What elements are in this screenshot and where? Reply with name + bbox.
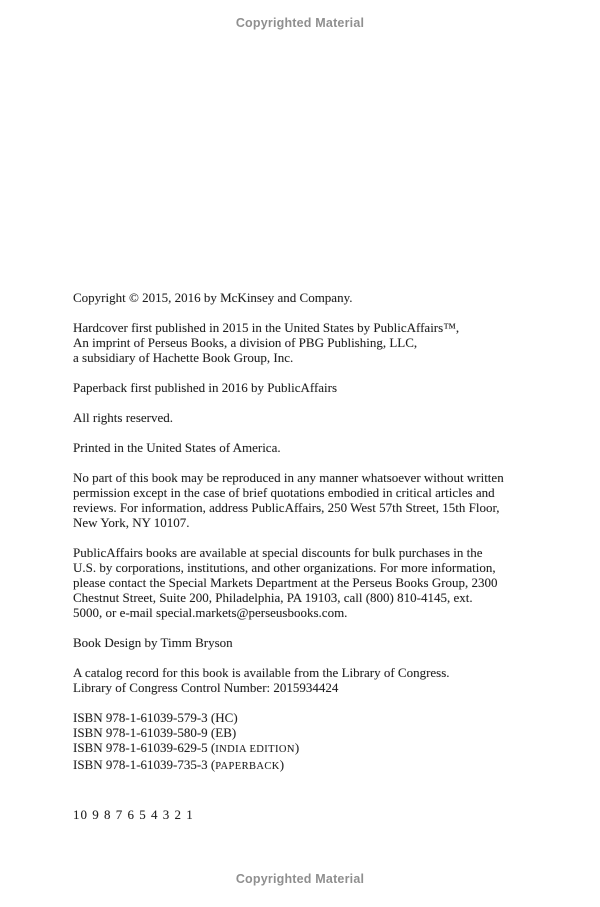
permissions-line-2: permission except in the case of brief quotations embodied in critical articles and: [73, 485, 495, 500]
copyright-line: Copyright © 2015, 2016 by McKinsey and Company.: [73, 290, 353, 305]
special-markets-line-5: 5000, or e-mail special.markets@perseusbooks.com.: [73, 605, 348, 620]
isbn-close-hc: ): [233, 710, 238, 725]
special-markets-line-4: Chestnut Street, Suite 200, Philadelphia, PA 19103, call (800) 810-4145, ext.: [73, 590, 473, 605]
isbn-line-paperback: [73, 757, 543, 774]
isbn-format-india: INDIA EDITION: [215, 744, 295, 755]
special-markets-paragraph: [73, 545, 543, 620]
special-markets-line-1: PublicAffairs books are available at special discounts for bulk purchases in the: [73, 545, 483, 560]
special-markets-line-2: U.S. by corporations, institutions, and other organizations. For more information,: [73, 560, 496, 575]
isbn-line-hc: [73, 710, 543, 725]
isbn-number-india: ISBN 978-1-61039-629-5 (: [73, 740, 216, 755]
permissions-line-3: reviews. For information, address PublicAffairs, 250 West 57th Street, 15th Floor,: [73, 500, 500, 515]
isbn-format-eb: EB: [215, 725, 232, 740]
print-run-paragraph: [73, 807, 543, 822]
book-design-line: Book Design by Timm Bryson: [73, 635, 233, 650]
isbn-close-eb: ): [231, 725, 237, 740]
catalog-paragraph: [73, 665, 543, 695]
rights-line: All rights reserved.: [73, 410, 174, 425]
hardcover-line-1: Hardcover first published in 2015 in the United States by PublicAffairs™,: [73, 320, 460, 335]
catalog-line-1: A catalog record for this book is available from the Library of Congress.: [73, 665, 450, 680]
book-design-paragraph: [73, 635, 543, 650]
special-markets-line-3: please contact the Special Markets Department at the Perseus Books Group, 2300: [73, 575, 498, 590]
isbn-number-hc: ISBN 978-1-61039-579-3 (: [73, 710, 216, 725]
paperback-publication-paragraph: [73, 380, 543, 395]
catalog-line-2: Library of Congress Control Number: 2015934424: [73, 680, 339, 695]
hardcover-line-3: a subsidiary of Hachette Book Group, Inc.: [73, 350, 294, 365]
rights-paragraph: [73, 410, 543, 425]
isbn-number-paperback: ISBN 978-1-61039-735-3 (: [73, 757, 216, 772]
permissions-paragraph: [73, 470, 543, 530]
paperback-line: Paperback first published in 2016 by PublicAffairs: [73, 380, 338, 395]
hardcover-publication-paragraph: [73, 320, 543, 365]
copyrighted-material-header: Copyrighted Material: [235, 16, 365, 30]
printed-paragraph: [73, 440, 543, 455]
isbn-line-eb: [73, 725, 543, 740]
copyright-paragraph: [73, 290, 543, 305]
colophon-text-block: [73, 290, 543, 837]
isbn-close-india: ): [294, 740, 300, 755]
hardcover-line-2: An imprint of Perseus Books, a division of PBG Publishing, LLC,: [73, 335, 418, 350]
isbn-line-india: [73, 740, 543, 757]
copyrighted-material-footer: Copyrighted Material: [235, 872, 365, 886]
isbn-format-hc: HC: [215, 710, 234, 725]
printed-line: Printed in the United States of America.: [73, 440, 281, 455]
isbn-paragraph: [73, 710, 543, 774]
permissions-line-4: New York, NY 10107.: [73, 515, 190, 530]
print-run-line: 10 9 8 7 6 5 4 3 2 1: [73, 807, 194, 822]
isbn-close-paperback: ): [279, 757, 285, 772]
permissions-line-1: No part of this book may be reproduced in any manner whatsoever without written: [73, 470, 504, 485]
isbn-format-paperback: PAPERBACK: [215, 761, 280, 772]
isbn-number-eb: ISBN 978-1-61039-580-9 (: [73, 725, 216, 740]
